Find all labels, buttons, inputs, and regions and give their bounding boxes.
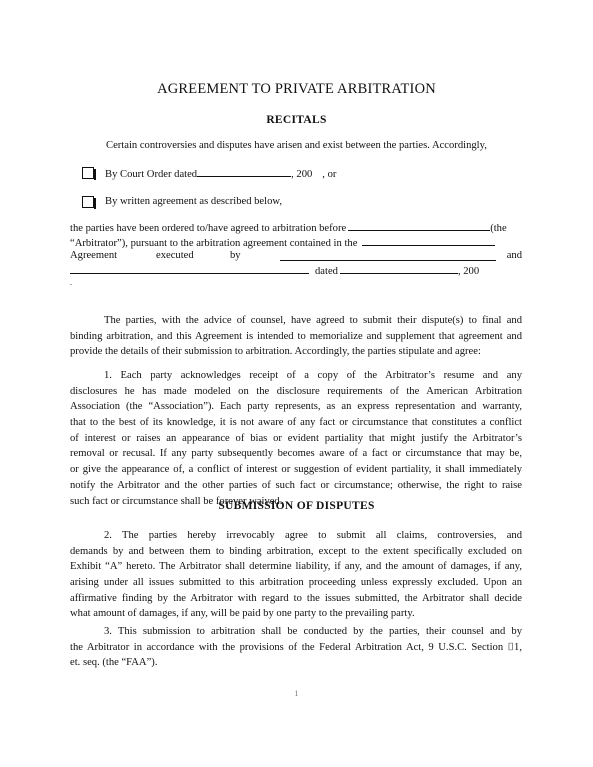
and-word: and xyxy=(506,250,522,261)
paragraph-1 xyxy=(70,368,522,509)
paragraph-2-line: arising under all issues submitted to this arbitration proceeding unless expressly excluded. Upon an xyxy=(70,577,522,589)
stray-period: . xyxy=(70,278,72,287)
paragraph-3-line: et. seq. (the “FAA”). xyxy=(70,657,158,669)
document-title: AGREEMENT TO PRIVATE ARBITRATION xyxy=(157,81,436,97)
written-agreement-checkbox[interactable] xyxy=(82,196,94,208)
paragraph-2-line: affirmative finding by the Arbitrator with regard to the issues submitted, the Arbitrator shall decide xyxy=(70,592,522,604)
second-party-field[interactable] xyxy=(70,262,309,274)
executed-word: executed xyxy=(156,250,194,261)
paragraph-1-line: removal or recusal. If any party subsequently becomes aware of a fact or circumstance that may be, xyxy=(70,448,522,460)
agreement-word: Agreement xyxy=(70,250,118,261)
paragraph-2-line: what amount of damages, if any, will be paid by one party to the prevailing party. xyxy=(70,608,415,620)
court-order-date-field[interactable] xyxy=(197,165,291,177)
agreement-date-field[interactable] xyxy=(340,262,458,274)
recitals-intro: Certain controversies and disputes have arisen and exist between the parties. Accordingly, xyxy=(106,140,487,151)
court-order-year: , 200 xyxy=(291,169,313,180)
court-order-checkbox[interactable] xyxy=(82,167,94,179)
paragraph-1-line: Association (the “Association”). Each party represents, as an express representation and warranty, xyxy=(70,401,522,413)
paragraph-1-line: or give the appearance of, a conflict of interest or suggestion of evident partiality, it shall immediately xyxy=(70,464,522,476)
agreement-field-1[interactable] xyxy=(362,234,495,246)
by-word: by xyxy=(230,250,241,261)
paragraph-2-line: demands by and between them to binding arbitration, except to the extent specifically excluded on xyxy=(70,545,522,557)
paragraph-1-line: disclosures he has made modeled on the disclosure requirements of the American Arbitration xyxy=(70,385,522,397)
paragraph-3-line: 3. This submission to arbitration shall be conducted by the parties, their counsel and by xyxy=(104,626,522,637)
paragraph-2 xyxy=(70,528,522,622)
arbitrator-the: (the xyxy=(490,223,507,234)
dated-word: dated xyxy=(315,266,338,277)
paragraph-3-line: the Arbitrator in accordance with the provisions of the Federal Arbitration Act, 9 U.S.C. Section ⌷1, xyxy=(70,641,522,653)
page-number: 1 xyxy=(294,689,299,698)
paragraph-3 xyxy=(70,624,522,671)
arbitrator-name-field[interactable] xyxy=(348,219,490,231)
executing-party-field[interactable] xyxy=(280,249,496,261)
counsel-line: The parties, with the advice of counsel, have agreed to submit their dispute(s) to final and xyxy=(104,315,522,326)
counsel-line: provide the details of their submission to arbitration. Accordingly, the parties stipulate and agree: xyxy=(70,346,481,358)
agreement-year: , 200 xyxy=(457,266,480,277)
arbitrator-line-4 xyxy=(70,262,479,280)
paragraph-1-line: such fact or circumstance shall be forever waived. xyxy=(70,495,283,507)
court-order-option xyxy=(105,165,336,183)
court-order-or: , or xyxy=(322,169,337,180)
counsel-line: binding arbitration, and this Agreement is intended to memorialize and supplement that agreement and xyxy=(70,330,522,342)
written-agreement-label: By written agreement as described below, xyxy=(105,196,282,207)
paragraph-1-line: 1. Each party acknowledges receipt of a copy of the Arbitrator’s resume and any xyxy=(104,370,522,381)
arbitrator-line-1-text: the parties have been ordered to/have agreed to arbitration before xyxy=(70,223,347,234)
recitals-heading: RECITALS xyxy=(266,114,327,126)
paragraph-2-line: Exhibit “A” hereto. The Arbitrator shall determine liability, if any, and the amount of damages, if any, xyxy=(70,561,522,573)
paragraph-2-line: 2. The parties hereby irrevocably agree to submit all claims, controversies, and xyxy=(104,530,522,541)
paragraph-1-line: that to the best of its knowledge, it is not aware of any fact or circumstance that constitutes a conflict xyxy=(70,417,522,429)
arbitrator-line-2-text: “Arbitrator”), pursuant to the arbitration agreement contained in the xyxy=(70,238,358,249)
court-order-year-field[interactable] xyxy=(312,165,322,177)
counsel-paragraph xyxy=(70,313,522,360)
court-order-label: By Court Order dated xyxy=(105,169,198,180)
submission-heading: SUBMISSION OF DISPUTES xyxy=(218,500,375,512)
paragraph-1-line: notify the Arbitrator and the other parties of such fact or circumstance; otherwise, the right to raise xyxy=(70,479,522,491)
paragraph-1-line: of interest or raises an appearance of bias or evident partiality that might justify the Arbitrator’s xyxy=(70,432,522,444)
